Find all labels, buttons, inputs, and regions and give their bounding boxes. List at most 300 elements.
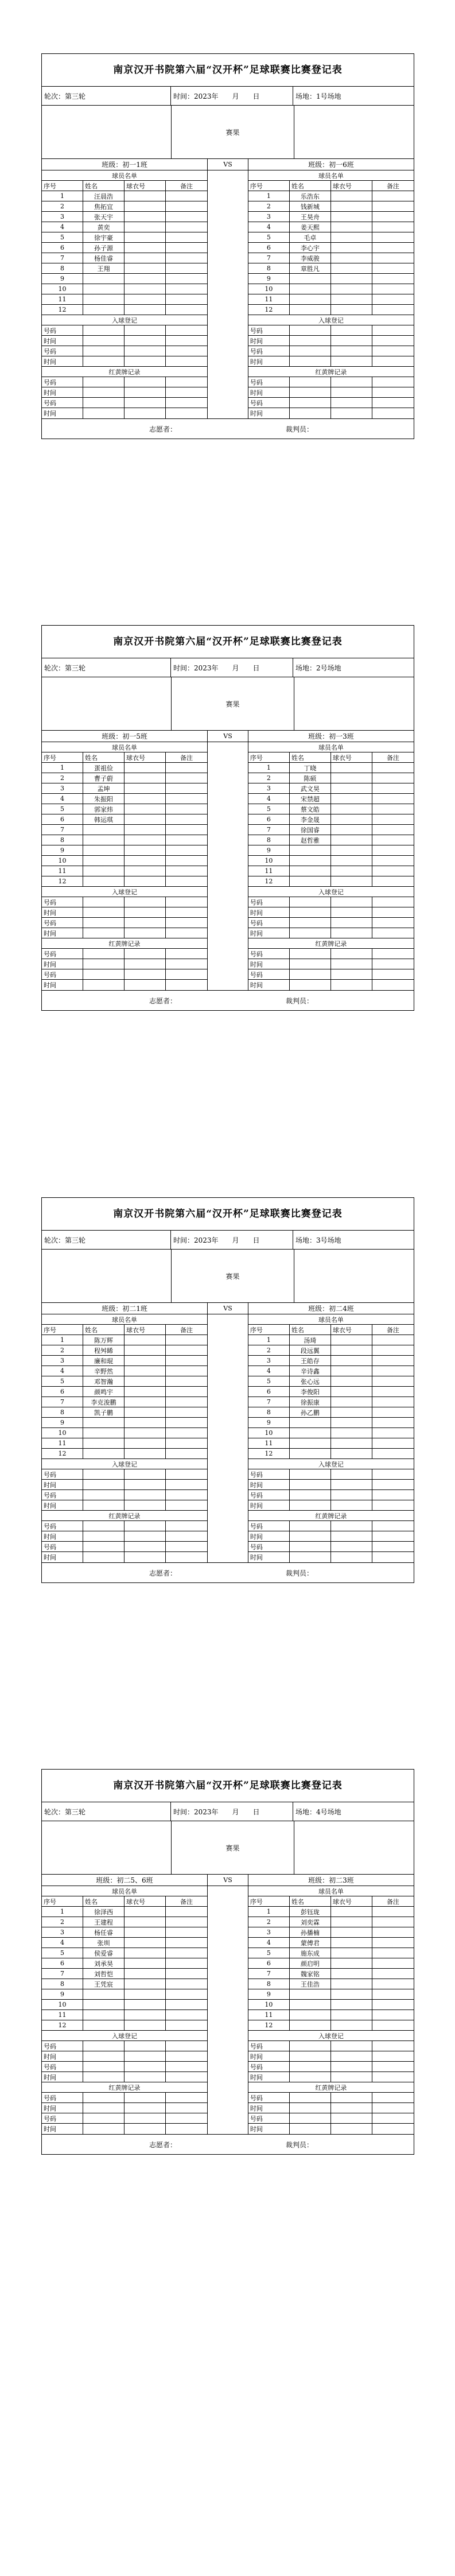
card-entry[interactable] [331,980,372,990]
player-remark[interactable] [372,201,414,211]
player-jersey[interactable] [331,804,372,814]
player-remark[interactable] [372,1927,414,1937]
player-remark[interactable] [166,1948,207,1958]
card-entry[interactable] [166,1542,207,1551]
card-entry[interactable] [83,398,125,408]
player-jersey[interactable] [125,1397,166,1407]
card-entry[interactable] [372,398,414,408]
goal-entry[interactable] [331,356,372,366]
card-entry[interactable] [83,959,125,969]
card-entry[interactable] [331,969,372,979]
player-jersey[interactable] [331,201,372,211]
card-entry[interactable] [83,980,125,990]
goal-entry[interactable] [83,1490,125,1500]
player-jersey[interactable] [125,1376,166,1386]
player-remark[interactable] [372,1938,414,1947]
player-remark[interactable] [166,1979,207,1989]
goal-entry[interactable] [166,2051,207,2061]
goal-entry[interactable] [166,336,207,346]
player-remark[interactable] [166,222,207,232]
goal-entry[interactable] [83,356,125,366]
player-jersey[interactable] [331,284,372,294]
card-entry[interactable] [290,969,331,979]
card-entry[interactable] [166,969,207,979]
card-entry[interactable] [331,398,372,408]
goal-entry[interactable] [166,907,207,917]
card-entry[interactable] [372,2103,414,2113]
goal-entry[interactable] [125,2062,166,2071]
player-jersey[interactable] [125,1387,166,1396]
goal-entry[interactable] [125,336,166,346]
right-score-box[interactable] [294,1250,414,1302]
card-entry[interactable] [372,1531,414,1541]
card-entry[interactable] [372,387,414,397]
player-jersey[interactable] [125,222,166,232]
goal-entry[interactable] [125,2051,166,2061]
player-jersey[interactable] [125,835,166,845]
card-entry[interactable] [372,2113,414,2123]
player-remark[interactable] [372,1989,414,1999]
card-entry[interactable] [290,2113,331,2123]
card-entry[interactable] [166,2124,207,2134]
goal-entry[interactable] [83,907,125,917]
player-jersey[interactable] [331,1907,372,1917]
card-entry[interactable] [125,2113,166,2123]
card-entry[interactable] [166,959,207,969]
goal-entry[interactable] [125,907,166,917]
player-jersey[interactable] [125,1335,166,1345]
player-remark[interactable] [166,1907,207,1917]
card-entry[interactable] [290,1542,331,1551]
player-remark[interactable] [166,1356,207,1365]
player-jersey[interactable] [331,274,372,284]
player-remark[interactable] [166,263,207,273]
card-entry[interactable] [290,949,331,959]
player-remark[interactable] [166,201,207,211]
goal-entry[interactable] [372,1480,414,1489]
player-remark[interactable] [166,294,207,304]
goal-entry[interactable] [372,928,414,938]
player-remark[interactable] [372,1356,414,1365]
goal-entry[interactable] [290,2051,331,2061]
card-entry[interactable] [290,2103,331,2113]
card-entry[interactable] [290,2124,331,2134]
player-remark[interactable] [372,2000,414,2009]
player-jersey[interactable] [331,1979,372,1989]
player-jersey[interactable] [331,1418,372,1427]
card-entry[interactable] [290,387,331,397]
player-remark[interactable] [372,876,414,886]
player-remark[interactable] [372,1376,414,1386]
goal-entry[interactable] [331,2062,372,2071]
player-jersey[interactable] [331,1927,372,1937]
goal-entry[interactable] [83,1480,125,1489]
card-entry[interactable] [331,2103,372,2113]
goal-entry[interactable] [372,2041,414,2051]
player-jersey[interactable] [331,1397,372,1407]
player-remark[interactable] [372,1969,414,1978]
goal-entry[interactable] [331,2041,372,2051]
player-jersey[interactable] [125,763,166,773]
player-jersey[interactable] [125,804,166,814]
goal-entry[interactable] [331,897,372,907]
goal-entry[interactable] [125,346,166,356]
player-jersey[interactable] [331,2020,372,2030]
player-jersey[interactable] [125,191,166,201]
goal-entry[interactable] [166,325,207,335]
player-remark[interactable] [166,1917,207,1927]
card-entry[interactable] [125,2093,166,2102]
player-jersey[interactable] [125,1428,166,1438]
goal-entry[interactable] [125,2072,166,2082]
card-entry[interactable] [290,2093,331,2102]
player-jersey[interactable] [331,191,372,201]
goal-entry[interactable] [290,336,331,346]
card-entry[interactable] [290,1531,331,1541]
card-entry[interactable] [166,398,207,408]
goal-entry[interactable] [290,2062,331,2071]
player-jersey[interactable] [125,1356,166,1365]
goal-entry[interactable] [331,1490,372,1500]
goal-entry[interactable] [331,928,372,938]
card-entry[interactable] [290,980,331,990]
player-remark[interactable] [372,294,414,304]
card-entry[interactable] [125,980,166,990]
player-jersey[interactable] [331,1376,372,1386]
player-jersey[interactable] [125,794,166,804]
player-jersey[interactable] [331,866,372,876]
player-jersey[interactable] [331,773,372,783]
player-remark[interactable] [372,1948,414,1958]
player-jersey[interactable] [125,1989,166,1999]
goal-entry[interactable] [125,1480,166,1489]
card-entry[interactable] [372,959,414,969]
player-remark[interactable] [372,284,414,294]
player-jersey[interactable] [331,845,372,855]
player-jersey[interactable] [331,1989,372,1999]
player-jersey[interactable] [125,1407,166,1417]
goal-entry[interactable] [290,897,331,907]
player-jersey[interactable] [331,1969,372,1978]
player-remark[interactable] [166,1938,207,1947]
player-jersey[interactable] [331,794,372,804]
player-jersey[interactable] [125,284,166,294]
card-entry[interactable] [83,949,125,959]
goal-entry[interactable] [83,2051,125,2061]
goal-entry[interactable] [125,2041,166,2051]
card-entry[interactable] [372,377,414,387]
player-remark[interactable] [166,876,207,886]
player-remark[interactable] [166,1345,207,1355]
goal-entry[interactable] [166,2041,207,2051]
goal-entry[interactable] [125,897,166,907]
player-remark[interactable] [372,845,414,855]
player-remark[interactable] [372,263,414,273]
goal-entry[interactable] [372,1500,414,1510]
player-jersey[interactable] [125,2010,166,2020]
player-jersey[interactable] [331,1449,372,1458]
card-entry[interactable] [125,1531,166,1541]
player-remark[interactable] [372,232,414,242]
goal-entry[interactable] [166,1480,207,1489]
goal-entry[interactable] [331,336,372,346]
card-entry[interactable] [83,969,125,979]
card-entry[interactable] [125,969,166,979]
player-jersey[interactable] [331,232,372,242]
player-remark[interactable] [166,232,207,242]
player-remark[interactable] [372,243,414,253]
player-remark[interactable] [166,1449,207,1458]
player-jersey[interactable] [125,232,166,242]
player-jersey[interactable] [125,212,166,222]
card-entry[interactable] [83,2124,125,2134]
player-remark[interactable] [372,1907,414,1917]
player-remark[interactable] [166,856,207,866]
card-entry[interactable] [331,2093,372,2102]
player-remark[interactable] [372,212,414,222]
player-jersey[interactable] [125,243,166,253]
goal-entry[interactable] [125,928,166,938]
card-entry[interactable] [331,2113,372,2123]
player-remark[interactable] [372,1428,414,1438]
player-jersey[interactable] [125,1345,166,1355]
player-jersey[interactable] [331,1387,372,1396]
goal-entry[interactable] [166,2072,207,2082]
player-remark[interactable] [166,253,207,263]
player-remark[interactable] [372,1407,414,1417]
card-entry[interactable] [331,959,372,969]
goal-entry[interactable] [372,907,414,917]
card-entry[interactable] [83,2103,125,2113]
card-entry[interactable] [372,1552,414,1562]
goal-entry[interactable] [290,918,331,928]
card-entry[interactable] [331,1542,372,1551]
card-entry[interactable] [166,1521,207,1531]
player-jersey[interactable] [125,1366,166,1376]
player-jersey[interactable] [125,825,166,835]
player-remark[interactable] [372,783,414,793]
player-jersey[interactable] [125,814,166,824]
goal-entry[interactable] [166,897,207,907]
player-jersey[interactable] [125,2000,166,2009]
card-entry[interactable] [125,1521,166,1531]
player-jersey[interactable] [125,305,166,315]
card-entry[interactable] [83,1531,125,1541]
goal-entry[interactable] [290,907,331,917]
player-remark[interactable] [166,2010,207,2020]
goal-entry[interactable] [290,1490,331,1500]
player-remark[interactable] [166,835,207,845]
card-entry[interactable] [83,1521,125,1531]
player-remark[interactable] [166,1376,207,1386]
goal-entry[interactable] [372,2051,414,2061]
player-jersey[interactable] [125,876,166,886]
card-entry[interactable] [372,980,414,990]
card-entry[interactable] [166,2093,207,2102]
goal-entry[interactable] [83,346,125,356]
player-remark[interactable] [372,1979,414,1989]
goal-entry[interactable] [331,2051,372,2061]
card-entry[interactable] [166,1531,207,1541]
card-entry[interactable] [166,980,207,990]
goal-entry[interactable] [166,1500,207,1510]
player-remark[interactable] [166,1927,207,1937]
card-entry[interactable] [166,2103,207,2113]
player-remark[interactable] [372,1366,414,1376]
card-entry[interactable] [290,1552,331,1562]
player-remark[interactable] [372,804,414,814]
player-jersey[interactable] [125,201,166,211]
goal-entry[interactable] [83,2072,125,2082]
player-remark[interactable] [166,1969,207,1978]
player-remark[interactable] [166,1335,207,1345]
card-entry[interactable] [372,1521,414,1531]
card-entry[interactable] [125,959,166,969]
goal-entry[interactable] [372,918,414,928]
player-jersey[interactable] [331,243,372,253]
time-field[interactable]: 时间：2023年 月 日 [171,1231,293,1249]
player-jersey[interactable] [125,253,166,263]
player-jersey[interactable] [331,1438,372,1448]
player-remark[interactable] [372,1418,414,1427]
player-remark[interactable] [372,222,414,232]
card-entry[interactable] [372,1542,414,1551]
card-entry[interactable] [372,2093,414,2102]
player-jersey[interactable] [331,305,372,315]
player-remark[interactable] [166,1989,207,1999]
player-remark[interactable] [372,814,414,824]
goal-entry[interactable] [166,346,207,356]
player-jersey[interactable] [125,1938,166,1947]
player-jersey[interactable] [331,2010,372,2020]
player-jersey[interactable] [331,814,372,824]
card-entry[interactable] [125,387,166,397]
goal-entry[interactable] [83,918,125,928]
card-entry[interactable] [125,1552,166,1562]
player-remark[interactable] [166,1418,207,1427]
goal-entry[interactable] [372,346,414,356]
goal-entry[interactable] [331,907,372,917]
player-jersey[interactable] [331,222,372,232]
card-entry[interactable] [331,377,372,387]
player-jersey[interactable] [331,1366,372,1376]
card-entry[interactable] [83,1542,125,1551]
right-score-box[interactable] [294,1821,414,1874]
goal-entry[interactable] [125,325,166,335]
card-entry[interactable] [125,2103,166,2113]
player-remark[interactable] [372,856,414,866]
card-entry[interactable] [290,959,331,969]
goal-entry[interactable] [372,2072,414,2082]
player-jersey[interactable] [331,1356,372,1365]
goal-entry[interactable] [331,918,372,928]
player-jersey[interactable] [331,1948,372,1958]
player-jersey[interactable] [125,1927,166,1937]
card-entry[interactable] [331,387,372,397]
player-remark[interactable] [166,783,207,793]
player-jersey[interactable] [331,1917,372,1927]
player-remark[interactable] [372,2020,414,2030]
time-field[interactable]: 时间：2023年 月 日 [171,1802,293,1821]
goal-entry[interactable] [290,2041,331,2051]
player-remark[interactable] [372,1335,414,1345]
goal-entry[interactable] [290,2072,331,2082]
player-remark[interactable] [166,2000,207,2009]
goal-entry[interactable] [166,1490,207,1500]
goal-entry[interactable] [125,1500,166,1510]
player-remark[interactable] [372,773,414,783]
player-jersey[interactable] [125,1948,166,1958]
player-jersey[interactable] [331,1958,372,1968]
card-entry[interactable] [125,2124,166,2134]
left-score-box[interactable] [42,1821,172,1874]
goal-entry[interactable] [372,1469,414,1479]
card-entry[interactable] [290,398,331,408]
goal-entry[interactable] [83,325,125,335]
player-remark[interactable] [372,794,414,804]
player-jersey[interactable] [125,1438,166,1448]
player-jersey[interactable] [125,1979,166,1989]
player-remark[interactable] [166,191,207,201]
player-remark[interactable] [166,305,207,315]
goal-entry[interactable] [372,897,414,907]
player-remark[interactable] [372,1438,414,1448]
player-jersey[interactable] [125,1907,166,1917]
goal-entry[interactable] [166,1469,207,1479]
left-score-box[interactable] [42,677,172,730]
goal-entry[interactable] [125,356,166,366]
player-jersey[interactable] [125,274,166,284]
goal-entry[interactable] [290,1469,331,1479]
goal-entry[interactable] [125,1469,166,1479]
goal-entry[interactable] [290,325,331,335]
card-entry[interactable] [83,408,125,418]
player-remark[interactable] [372,1387,414,1396]
right-score-box[interactable] [294,677,414,730]
player-remark[interactable] [166,794,207,804]
goal-entry[interactable] [372,325,414,335]
card-entry[interactable] [125,1542,166,1551]
player-jersey[interactable] [331,1335,372,1345]
player-remark[interactable] [166,1428,207,1438]
player-remark[interactable] [372,825,414,835]
player-remark[interactable] [372,305,414,315]
goal-entry[interactable] [83,2041,125,2051]
card-entry[interactable] [125,398,166,408]
goal-entry[interactable] [166,356,207,366]
card-entry[interactable] [331,1531,372,1541]
player-remark[interactable] [166,1407,207,1417]
goal-entry[interactable] [331,1480,372,1489]
card-entry[interactable] [372,408,414,418]
player-jersey[interactable] [331,783,372,793]
player-remark[interactable] [372,274,414,284]
player-jersey[interactable] [125,1958,166,1968]
goal-entry[interactable] [372,1490,414,1500]
card-entry[interactable] [331,949,372,959]
player-jersey[interactable] [125,294,166,304]
player-jersey[interactable] [331,763,372,773]
card-entry[interactable] [125,377,166,387]
player-jersey[interactable] [125,1449,166,1458]
player-remark[interactable] [166,243,207,253]
card-entry[interactable] [125,949,166,959]
player-jersey[interactable] [125,773,166,783]
goal-entry[interactable] [166,918,207,928]
player-jersey[interactable] [331,825,372,835]
goal-entry[interactable] [372,2062,414,2071]
player-remark[interactable] [372,763,414,773]
